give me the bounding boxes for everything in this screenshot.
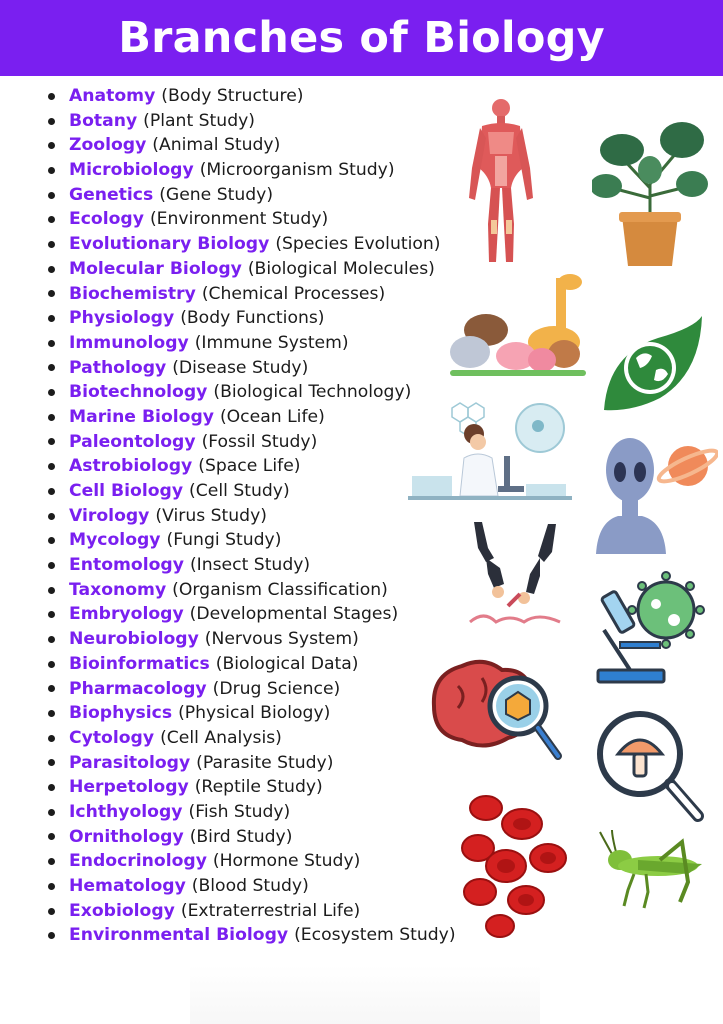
branch-description: (Fossil Study) bbox=[201, 431, 318, 452]
bullet-icon bbox=[48, 833, 55, 840]
branch-name: Anatomy bbox=[69, 86, 156, 106]
bullet-icon bbox=[48, 735, 55, 742]
branch-description: (Physical Biology) bbox=[178, 703, 331, 724]
bullet-icon bbox=[48, 192, 55, 199]
bullet-icon bbox=[48, 809, 55, 816]
branch-description: (Chemical Processes) bbox=[201, 283, 386, 304]
branch-name: Pharmacology bbox=[69, 678, 207, 699]
branch-name: Immunology bbox=[69, 332, 189, 353]
branch-description: (Extraterrestrial Life) bbox=[180, 900, 361, 921]
bullet-icon bbox=[48, 513, 55, 520]
branch-name: Neurobiology bbox=[69, 629, 199, 650]
branch-name: Biotechnology bbox=[69, 382, 208, 403]
list-item bbox=[48, 899, 458, 924]
list-item bbox=[48, 356, 458, 381]
footer-fade bbox=[190, 965, 540, 1024]
bullet-icon bbox=[48, 537, 55, 544]
list-item bbox=[48, 207, 458, 232]
branch-description: (Biological Data) bbox=[215, 653, 359, 674]
list-item bbox=[48, 751, 458, 776]
branch-name: Mycology bbox=[69, 530, 161, 551]
branch-description: (Fish Study) bbox=[188, 801, 291, 822]
branch-name: Biochemistry bbox=[69, 283, 196, 304]
list-item bbox=[48, 183, 458, 208]
list-item bbox=[48, 923, 458, 948]
branch-description: (Biological Molecules) bbox=[247, 258, 435, 279]
branch-description: (Plant Study) bbox=[143, 110, 255, 131]
branch-description: (Nervous System) bbox=[204, 629, 359, 650]
bullet-icon bbox=[48, 364, 55, 371]
list-item bbox=[48, 454, 458, 479]
list-item bbox=[48, 701, 458, 726]
branch-name: Biophysics bbox=[69, 703, 173, 724]
branch-description: (Developmental Stages) bbox=[189, 604, 399, 625]
bullet-icon bbox=[48, 118, 55, 125]
branch-description: (Reptile Study) bbox=[194, 777, 323, 798]
potted-plant-icon bbox=[592, 118, 710, 268]
branch-name: Cytology bbox=[69, 727, 155, 748]
bullet-icon bbox=[48, 290, 55, 297]
list-item bbox=[48, 528, 458, 553]
branch-description: (Ecosystem Study) bbox=[294, 925, 456, 946]
bullet-icon bbox=[48, 587, 55, 594]
branch-name: Pathology bbox=[69, 357, 167, 378]
list-item bbox=[48, 380, 458, 405]
branch-name: Astrobiology bbox=[69, 456, 193, 477]
list-item bbox=[48, 306, 458, 331]
branch-name: Zoology bbox=[69, 135, 147, 156]
list-item bbox=[48, 652, 458, 677]
bullet-icon bbox=[48, 562, 55, 569]
bullet-icon bbox=[48, 784, 55, 791]
alien-planet-icon bbox=[592, 430, 718, 556]
branch-name: Parasitology bbox=[69, 752, 191, 773]
list-item bbox=[48, 405, 458, 430]
brain-magnifier-icon bbox=[428, 656, 564, 766]
branch-name: Ornithology bbox=[69, 826, 184, 847]
branch-description: (Parasite Study) bbox=[196, 752, 334, 773]
branch-description: (Body Functions) bbox=[180, 308, 325, 329]
branch-name: Microbiology bbox=[69, 160, 194, 181]
header-banner bbox=[0, 0, 723, 76]
branch-description: (Biological Technology) bbox=[213, 382, 412, 403]
branch-description: (Disease Study) bbox=[172, 357, 309, 378]
list-item bbox=[48, 331, 458, 356]
list-item bbox=[48, 109, 458, 134]
branch-name: Physiology bbox=[69, 308, 175, 329]
list-item bbox=[48, 430, 458, 455]
bullet-icon bbox=[48, 858, 55, 865]
branch-name: Ichthyology bbox=[69, 801, 183, 822]
branch-description: (Cell Study) bbox=[189, 481, 290, 501]
branch-description: (Fungi Study) bbox=[166, 530, 282, 551]
list-item bbox=[48, 158, 458, 183]
bullet-icon bbox=[48, 932, 55, 939]
branch-description: (Insect Study) bbox=[189, 555, 311, 576]
branch-name: Virology bbox=[69, 505, 150, 526]
list-item bbox=[48, 726, 458, 751]
branch-description: (Blood Study) bbox=[191, 876, 309, 896]
branch-description: (Virus Study) bbox=[155, 505, 267, 526]
list-item bbox=[48, 479, 458, 504]
branch-description: (Environment Study) bbox=[149, 209, 329, 230]
list-item bbox=[48, 553, 458, 578]
list-item bbox=[48, 874, 458, 899]
list-item bbox=[48, 775, 458, 800]
list-item bbox=[48, 825, 458, 850]
list-item bbox=[48, 257, 458, 282]
list-item bbox=[48, 677, 458, 702]
branch-description: (Immune System) bbox=[194, 332, 349, 353]
list-item bbox=[48, 602, 458, 627]
bullet-icon bbox=[48, 266, 55, 273]
bullet-icon bbox=[48, 438, 55, 445]
bullet-icon bbox=[48, 463, 55, 470]
branch-name: Herpetology bbox=[69, 777, 189, 798]
branch-name: Bioinformatics bbox=[69, 653, 210, 674]
branch-name: Genetics bbox=[69, 184, 154, 205]
branch-description: (Cell Analysis) bbox=[160, 727, 282, 748]
branch-name: Molecular Biology bbox=[69, 258, 242, 279]
list-item bbox=[48, 232, 458, 257]
branch-name: Entomology bbox=[69, 555, 184, 576]
bullet-icon bbox=[48, 167, 55, 174]
branch-description: (Hormone Study) bbox=[212, 851, 361, 872]
microscope-virus-icon bbox=[590, 570, 708, 688]
blood-cells-icon bbox=[456, 788, 574, 940]
bullet-icon bbox=[48, 241, 55, 248]
branch-name: Marine Biology bbox=[69, 406, 214, 427]
bullet-icon bbox=[48, 142, 55, 149]
branch-description: (Bird Study) bbox=[189, 826, 293, 847]
branch-name: Ecology bbox=[69, 209, 144, 230]
branch-name: Hematology bbox=[69, 876, 186, 896]
bullet-icon bbox=[48, 661, 55, 668]
branch-description: (Species Evolution) bbox=[275, 234, 441, 255]
bullet-icon bbox=[48, 414, 55, 421]
earth-leaf-icon bbox=[598, 314, 704, 412]
grasshopper-icon bbox=[598, 830, 712, 910]
branch-description: (Animal Study) bbox=[152, 135, 281, 156]
branch-description: (Organism Classification) bbox=[172, 579, 388, 600]
bullet-icon bbox=[48, 315, 55, 322]
list-item bbox=[48, 282, 458, 307]
bullet-icon bbox=[48, 216, 55, 223]
bullet-icon bbox=[48, 883, 55, 890]
mushroom-magnifier-icon bbox=[594, 708, 706, 826]
bullet-icon bbox=[48, 611, 55, 618]
bullet-icon bbox=[48, 340, 55, 347]
anatomy-body-icon bbox=[466, 96, 536, 268]
scientist-lab-icon bbox=[408, 400, 572, 506]
branch-description: (Gene Study) bbox=[159, 184, 274, 205]
list-item bbox=[48, 504, 458, 529]
bullet-icon bbox=[48, 488, 55, 495]
branch-description: (Drug Science) bbox=[212, 678, 341, 699]
branch-name: Botany bbox=[69, 110, 138, 131]
divers-icon bbox=[464, 518, 566, 626]
bullet-icon bbox=[48, 389, 55, 396]
bullet-icon bbox=[48, 759, 55, 766]
list-item bbox=[48, 627, 458, 652]
animals-group-icon bbox=[444, 272, 590, 378]
branch-description: (Body Structure) bbox=[161, 86, 304, 106]
list-item bbox=[48, 84, 458, 109]
list-item bbox=[48, 133, 458, 158]
list-item bbox=[48, 578, 458, 603]
bullet-icon bbox=[48, 685, 55, 692]
branch-name: Paleontology bbox=[69, 431, 196, 452]
bullet-icon bbox=[48, 710, 55, 717]
branch-name: Evolutionary Biology bbox=[69, 234, 270, 255]
branch-description: (Microorganism Study) bbox=[199, 160, 395, 181]
branch-description: (Space Life) bbox=[198, 456, 301, 477]
list-item bbox=[48, 800, 458, 825]
branch-description: (Ocean Life) bbox=[219, 406, 325, 427]
bullet-icon bbox=[48, 636, 55, 643]
bullet-icon bbox=[48, 908, 55, 915]
branch-name: Cell Biology bbox=[69, 481, 184, 501]
branch-name: Embryology bbox=[69, 604, 184, 625]
branch-name: Exobiology bbox=[69, 900, 175, 921]
list-item bbox=[48, 849, 458, 874]
page-title: Branches of Biology bbox=[118, 13, 605, 63]
branch-name: Environmental Biology bbox=[69, 925, 289, 946]
bullet-icon bbox=[48, 93, 55, 100]
branch-name: Endocrinology bbox=[69, 851, 207, 872]
branches-list bbox=[48, 84, 458, 948]
branch-name: Taxonomy bbox=[69, 579, 167, 600]
